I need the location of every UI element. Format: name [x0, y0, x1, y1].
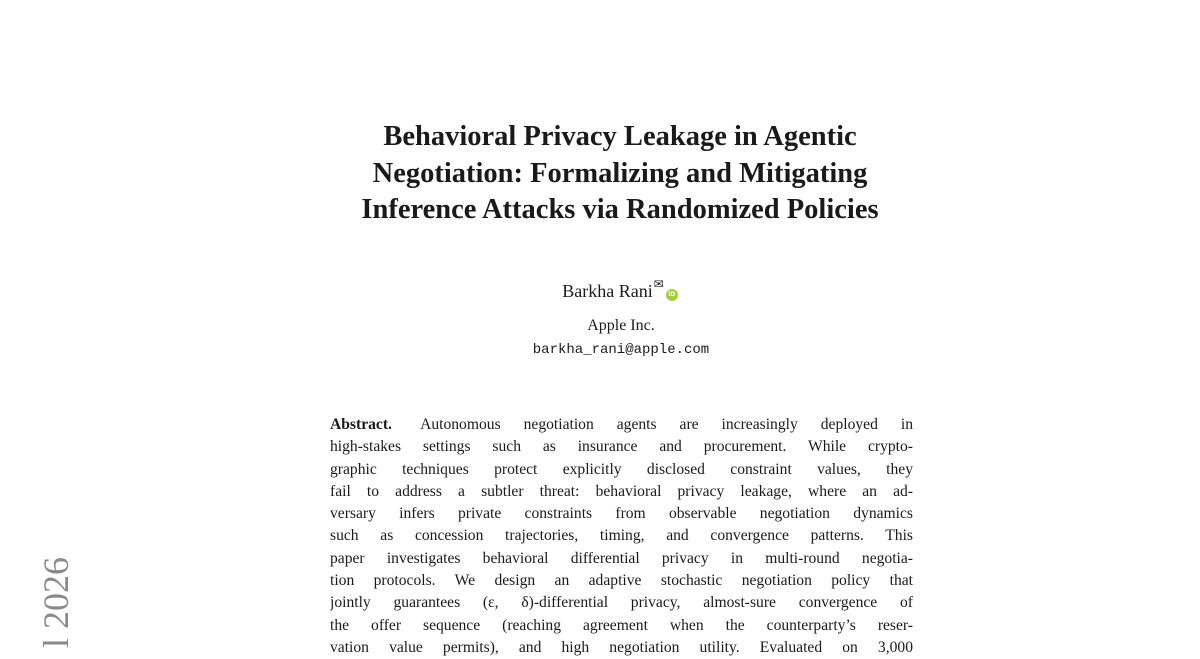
mail-icon[interactable]: ✉ [653, 277, 664, 291]
abstract-line: versary infers private constraints from observable negotiation dynamics [330, 505, 913, 523]
title-line: Behavioral Privacy Leakage in Agentic [383, 121, 857, 152]
title-line: Inference Attacks via Randomized Policies [361, 194, 879, 225]
abstract-line: fail to address a subtler threat: behavioral privacy leakage, where an ad- [330, 482, 913, 500]
abstract [330, 414, 913, 659]
abstract-line: the offer sequence (reaching agreement when the counterparty’s reser- [330, 616, 913, 634]
author-block [0, 272, 1200, 303]
abstract-line: jointly guarantees (ε, δ)-differential privacy, almost-sure convergence of [330, 594, 913, 612]
affiliation: Apple Inc. [587, 317, 655, 334]
abstract-line-text: Autonomous negotiation agents are increasingly deployed in [420, 416, 913, 433]
author-name: Barkha Rani [562, 281, 653, 301]
orcid-icon[interactable]: iD [666, 289, 678, 301]
abstract-heading: Abstract. [330, 416, 392, 433]
arxiv-side-stamp: l 2026 [36, 556, 76, 648]
author-email: barkha_rani@apple.com [532, 342, 710, 358]
abstract-line [330, 414, 913, 436]
abstract-line: such as concession trajectories, timing, and convergence patterns. This [330, 527, 913, 545]
abstract-line: tion protocols. We design an adaptive stochastic negotiation policy that [330, 572, 913, 590]
paper-title [300, 119, 940, 229]
abstract-line: graphic techniques protect explicitly disclosed constraint values, they [330, 460, 913, 478]
abstract-line: paper investigates behavioral differential privacy in multi-round negotia- [330, 549, 913, 567]
abstract-line: high-stakes settings such as insurance and procurement. While crypto- [330, 438, 913, 456]
abstract-line: vation value permits), and high negotiation utility. Evaluated on 3,000 [330, 638, 913, 656]
title-line: Negotiation: Formalizing and Mitigating [372, 157, 868, 189]
